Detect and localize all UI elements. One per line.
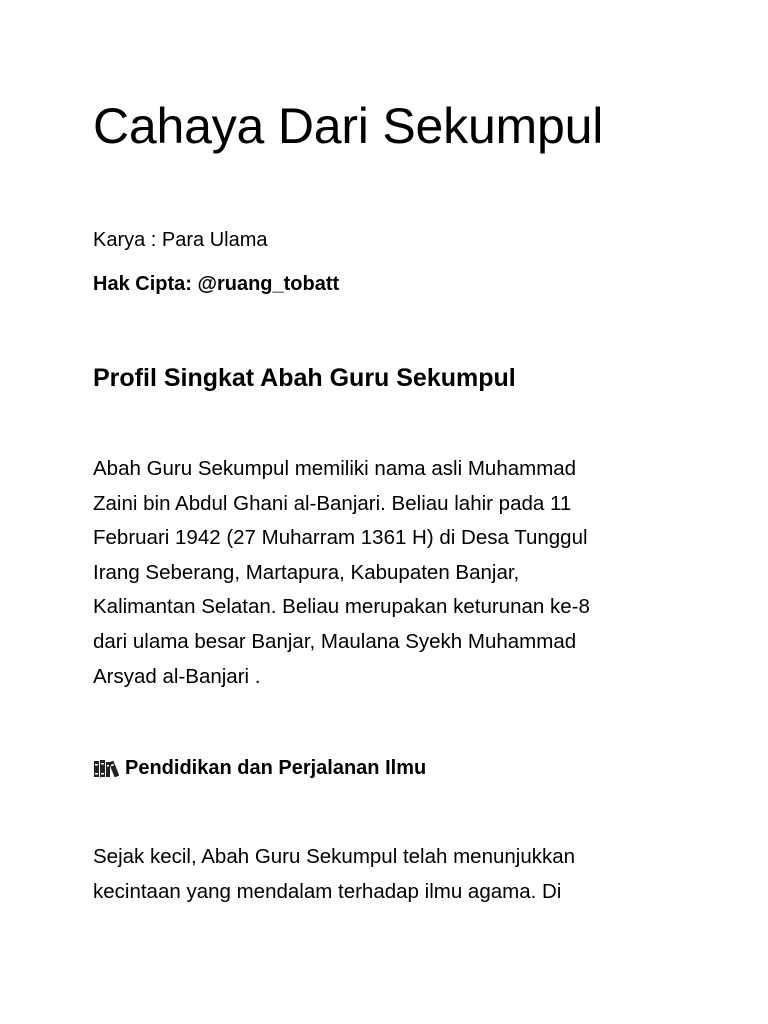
paragraph-line: Zaini bin Abdul Ghani al-Banjari. Beliau lahir pada 11 (93, 491, 572, 515)
section-heading: Profil Singkat Abah Guru Sekumpul (93, 364, 516, 392)
copyright-line: Hak Cipta: @ruang_tobatt (93, 273, 340, 295)
education-paragraph (93, 840, 693, 909)
paragraph-line: Arsyad al-Banjari . (93, 664, 261, 688)
author-line: Karya : Para Ulama (93, 229, 268, 251)
education-subheading (93, 754, 426, 782)
biography-paragraph (93, 452, 693, 694)
paragraph-line: dari ulama besar Banjar, Maulana Syekh Muhammad (93, 629, 577, 653)
books-icon (93, 758, 119, 778)
paragraph-line: Sejak kecil, Abah Guru Sekumpul telah menunjukkan (93, 845, 576, 868)
paragraph-line: kecintaan yang mendalam terhadap ilmu agama. Di (93, 879, 562, 903)
paragraph-line: Kalimantan Selatan. Beliau merupakan keturunan ke-8 (93, 595, 590, 619)
subheading-label: Pendidikan dan Perjalanan Ilmu (125, 757, 427, 779)
paragraph-line: Irang Seberang, Martapura, Kabupaten Banjar, (93, 560, 520, 584)
paragraph-line: Februari 1942 (27 Muharram 1361 H) di Desa Tunggul (93, 526, 588, 550)
paragraph-line: Abah Guru Sekumpul memiliki nama asli Muhammad (93, 457, 577, 480)
document-title: Cahaya Dari Sekumpul (93, 98, 604, 154)
